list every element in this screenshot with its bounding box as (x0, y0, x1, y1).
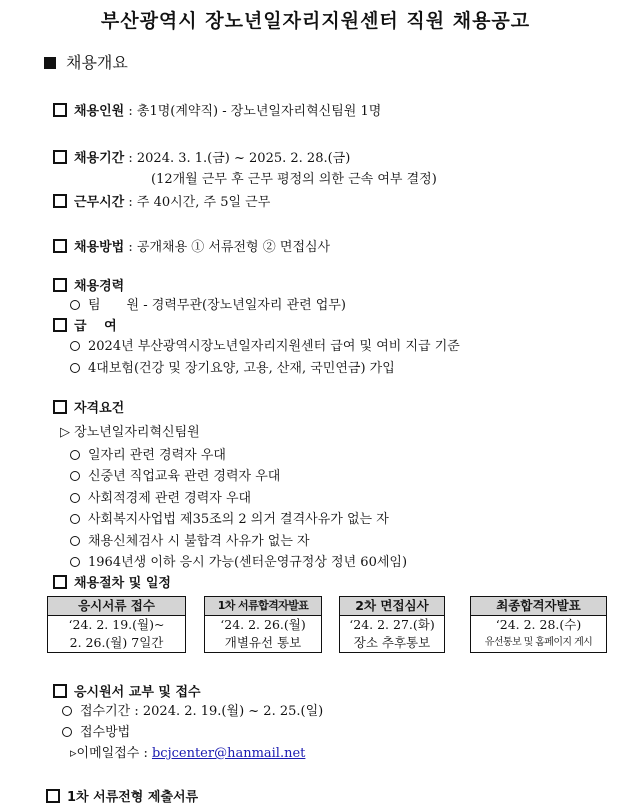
schedule-step-detail: 유선통보 및 홈페이지 게시 (484, 637, 593, 648)
schedule-step-detail: 2. 26.(월) 7일간 (69, 635, 164, 650)
filled-square-icon (44, 57, 56, 69)
checkbox-square-icon (53, 684, 67, 698)
recruit-count-row (53, 100, 381, 119)
work-hours-row (53, 191, 270, 210)
recruit-period-row (53, 147, 350, 166)
recruit-method-separator: : (124, 240, 137, 255)
page-title: 부산광역시 장노년일자리지원센터 직원 채용공고 (100, 10, 531, 32)
recruit-count-label: 채용인원 (74, 104, 125, 119)
recruit-count-separator: : (124, 104, 137, 119)
qualification-item-text: 사회적경제 관련 경력자 우대 (88, 491, 252, 506)
schedule-step-detail: 장소 추후통보 (353, 635, 431, 650)
application-period-text: 접수기간 : 2024. 2. 19.(월) ~ 2. 25.(일) (80, 704, 324, 719)
recruit-method-label: 채용방법 (74, 240, 125, 255)
schedule-step-date: ‘24. 2. 28.(수) (495, 617, 582, 632)
recruit-period-separator: : (124, 151, 137, 166)
schedule-label: 채용절차 및 일정 (74, 576, 171, 591)
salary-item (70, 357, 395, 376)
circle-bullet-icon (70, 300, 80, 310)
qualification-item-text: 신중년 직업교육 관련 경력자 우대 (88, 469, 281, 484)
checkbox-square-icon (53, 239, 67, 253)
qualification-item (70, 465, 280, 484)
checkbox-square-icon (53, 400, 67, 414)
checkbox-square-icon (53, 278, 67, 292)
salary-label: 급 여 (74, 319, 117, 334)
overview-heading (44, 50, 128, 73)
documents-label: 1차 서류전형 제출서류 (67, 790, 199, 805)
qualification-item-text: 1964년생 이하 응시 가능(센터운영규정상 정년 60세임) (88, 555, 408, 570)
checkbox-square-icon (53, 575, 67, 589)
qualification-item (70, 508, 389, 527)
schedule-step-date: ‘24. 2. 26.(월) (220, 617, 306, 632)
qualification-item-text: 사회복지사업법 제35조의 2 의거 결격사유가 없는 자 (88, 512, 389, 527)
circle-bullet-icon (70, 557, 80, 567)
schedule-step-head: 최종합격자발표 (471, 597, 606, 616)
application-period (62, 700, 323, 719)
application-heading (53, 681, 201, 700)
career-item (70, 294, 346, 313)
work-hours-separator: : (124, 195, 137, 210)
salary-item (70, 335, 460, 354)
checkbox-square-icon (53, 318, 67, 332)
schedule-step-date: ‘24. 2. 19.(월)~ (68, 617, 165, 632)
checkbox-square-icon (53, 194, 67, 208)
email-link[interactable]: bcjcenter@hanmail.net (151, 746, 306, 761)
salary-item-text: 4대보험(건강 및 장기요양, 고용, 산재, 국민연금) 가입 (88, 361, 395, 376)
qualification-subheading: ▷ 장노년일자리혁신팀원 (60, 425, 200, 440)
schedule-step (204, 596, 322, 653)
schedule-step-head: 2차 면접심사 (340, 597, 444, 616)
schedule-step-detail: 개별유선 통보 (224, 635, 302, 650)
circle-bullet-icon (70, 514, 80, 524)
documents-heading (46, 786, 198, 805)
circle-bullet-icon (70, 493, 80, 503)
recruit-period-label: 채용기간 (74, 151, 125, 166)
schedule-step (47, 596, 186, 653)
recruit-period-value: 2024. 3. 1.(금) ~ 2025. 2. 28.(금) (136, 151, 351, 166)
qualification-item (70, 487, 251, 506)
career-label: 채용경력 (74, 279, 125, 294)
recruit-period-note: (12개월 근무 후 근무 평정의 의한 근속 여부 결정) (151, 172, 437, 187)
schedule-step (339, 596, 445, 653)
application-method-text: 접수방법 (80, 725, 131, 740)
application-label: 응시원서 교부 및 접수 (74, 685, 201, 700)
qualification-item (70, 444, 226, 463)
recruit-method-value: 공개채용 ① 서류전형 ② 면접심사 (136, 240, 331, 255)
application-email-row (70, 742, 305, 761)
career-heading (53, 275, 124, 294)
recruit-count-value: 총1명(계약직) - 장노년일자리혁신팀원 1명 (136, 104, 382, 119)
application-method (62, 721, 130, 740)
checkbox-square-icon (53, 150, 67, 164)
circle-bullet-icon (62, 706, 72, 716)
schedule-step-head: 1차 서류합격자발표 (205, 597, 321, 616)
qualification-heading (53, 397, 124, 416)
salary-item-text: 2024년 부산광역시장노년일자리지원센터 급여 및 여비 지급 기준 (88, 339, 460, 354)
career-item-text: 팀 원 - 경력무관(장노년일자리 관련 업무) (88, 298, 346, 313)
circle-bullet-icon (70, 471, 80, 481)
qualification-item-text: 일자리 관련 경력자 우대 (88, 448, 226, 463)
circle-bullet-icon (62, 727, 72, 737)
application-email-label: ▹이메일접수 : (70, 746, 152, 761)
circle-bullet-icon (70, 363, 80, 373)
recruit-method-row (53, 236, 330, 255)
circle-bullet-icon (70, 341, 80, 351)
overview-heading-text: 채용개요 (66, 53, 128, 72)
checkbox-square-icon (53, 103, 67, 117)
salary-heading (53, 315, 117, 334)
schedule-heading (53, 572, 171, 591)
checkbox-square-icon (46, 789, 60, 803)
schedule-step-date: ‘24. 2. 27.(화) (349, 617, 435, 632)
circle-bullet-icon (70, 536, 80, 546)
work-hours-label: 근무시간 (74, 195, 125, 210)
circle-bullet-icon (70, 450, 80, 460)
qualification-item (70, 530, 310, 549)
qualification-label: 자격요건 (74, 401, 125, 416)
schedule-step (470, 596, 607, 653)
qualification-item (70, 551, 407, 570)
schedule-step-head: 응시서류 접수 (48, 597, 185, 616)
qualification-item-text: 채용신체검사 시 불합격 사유가 없는 자 (88, 534, 310, 549)
work-hours-value: 주 40시간, 주 5일 근무 (136, 195, 271, 210)
